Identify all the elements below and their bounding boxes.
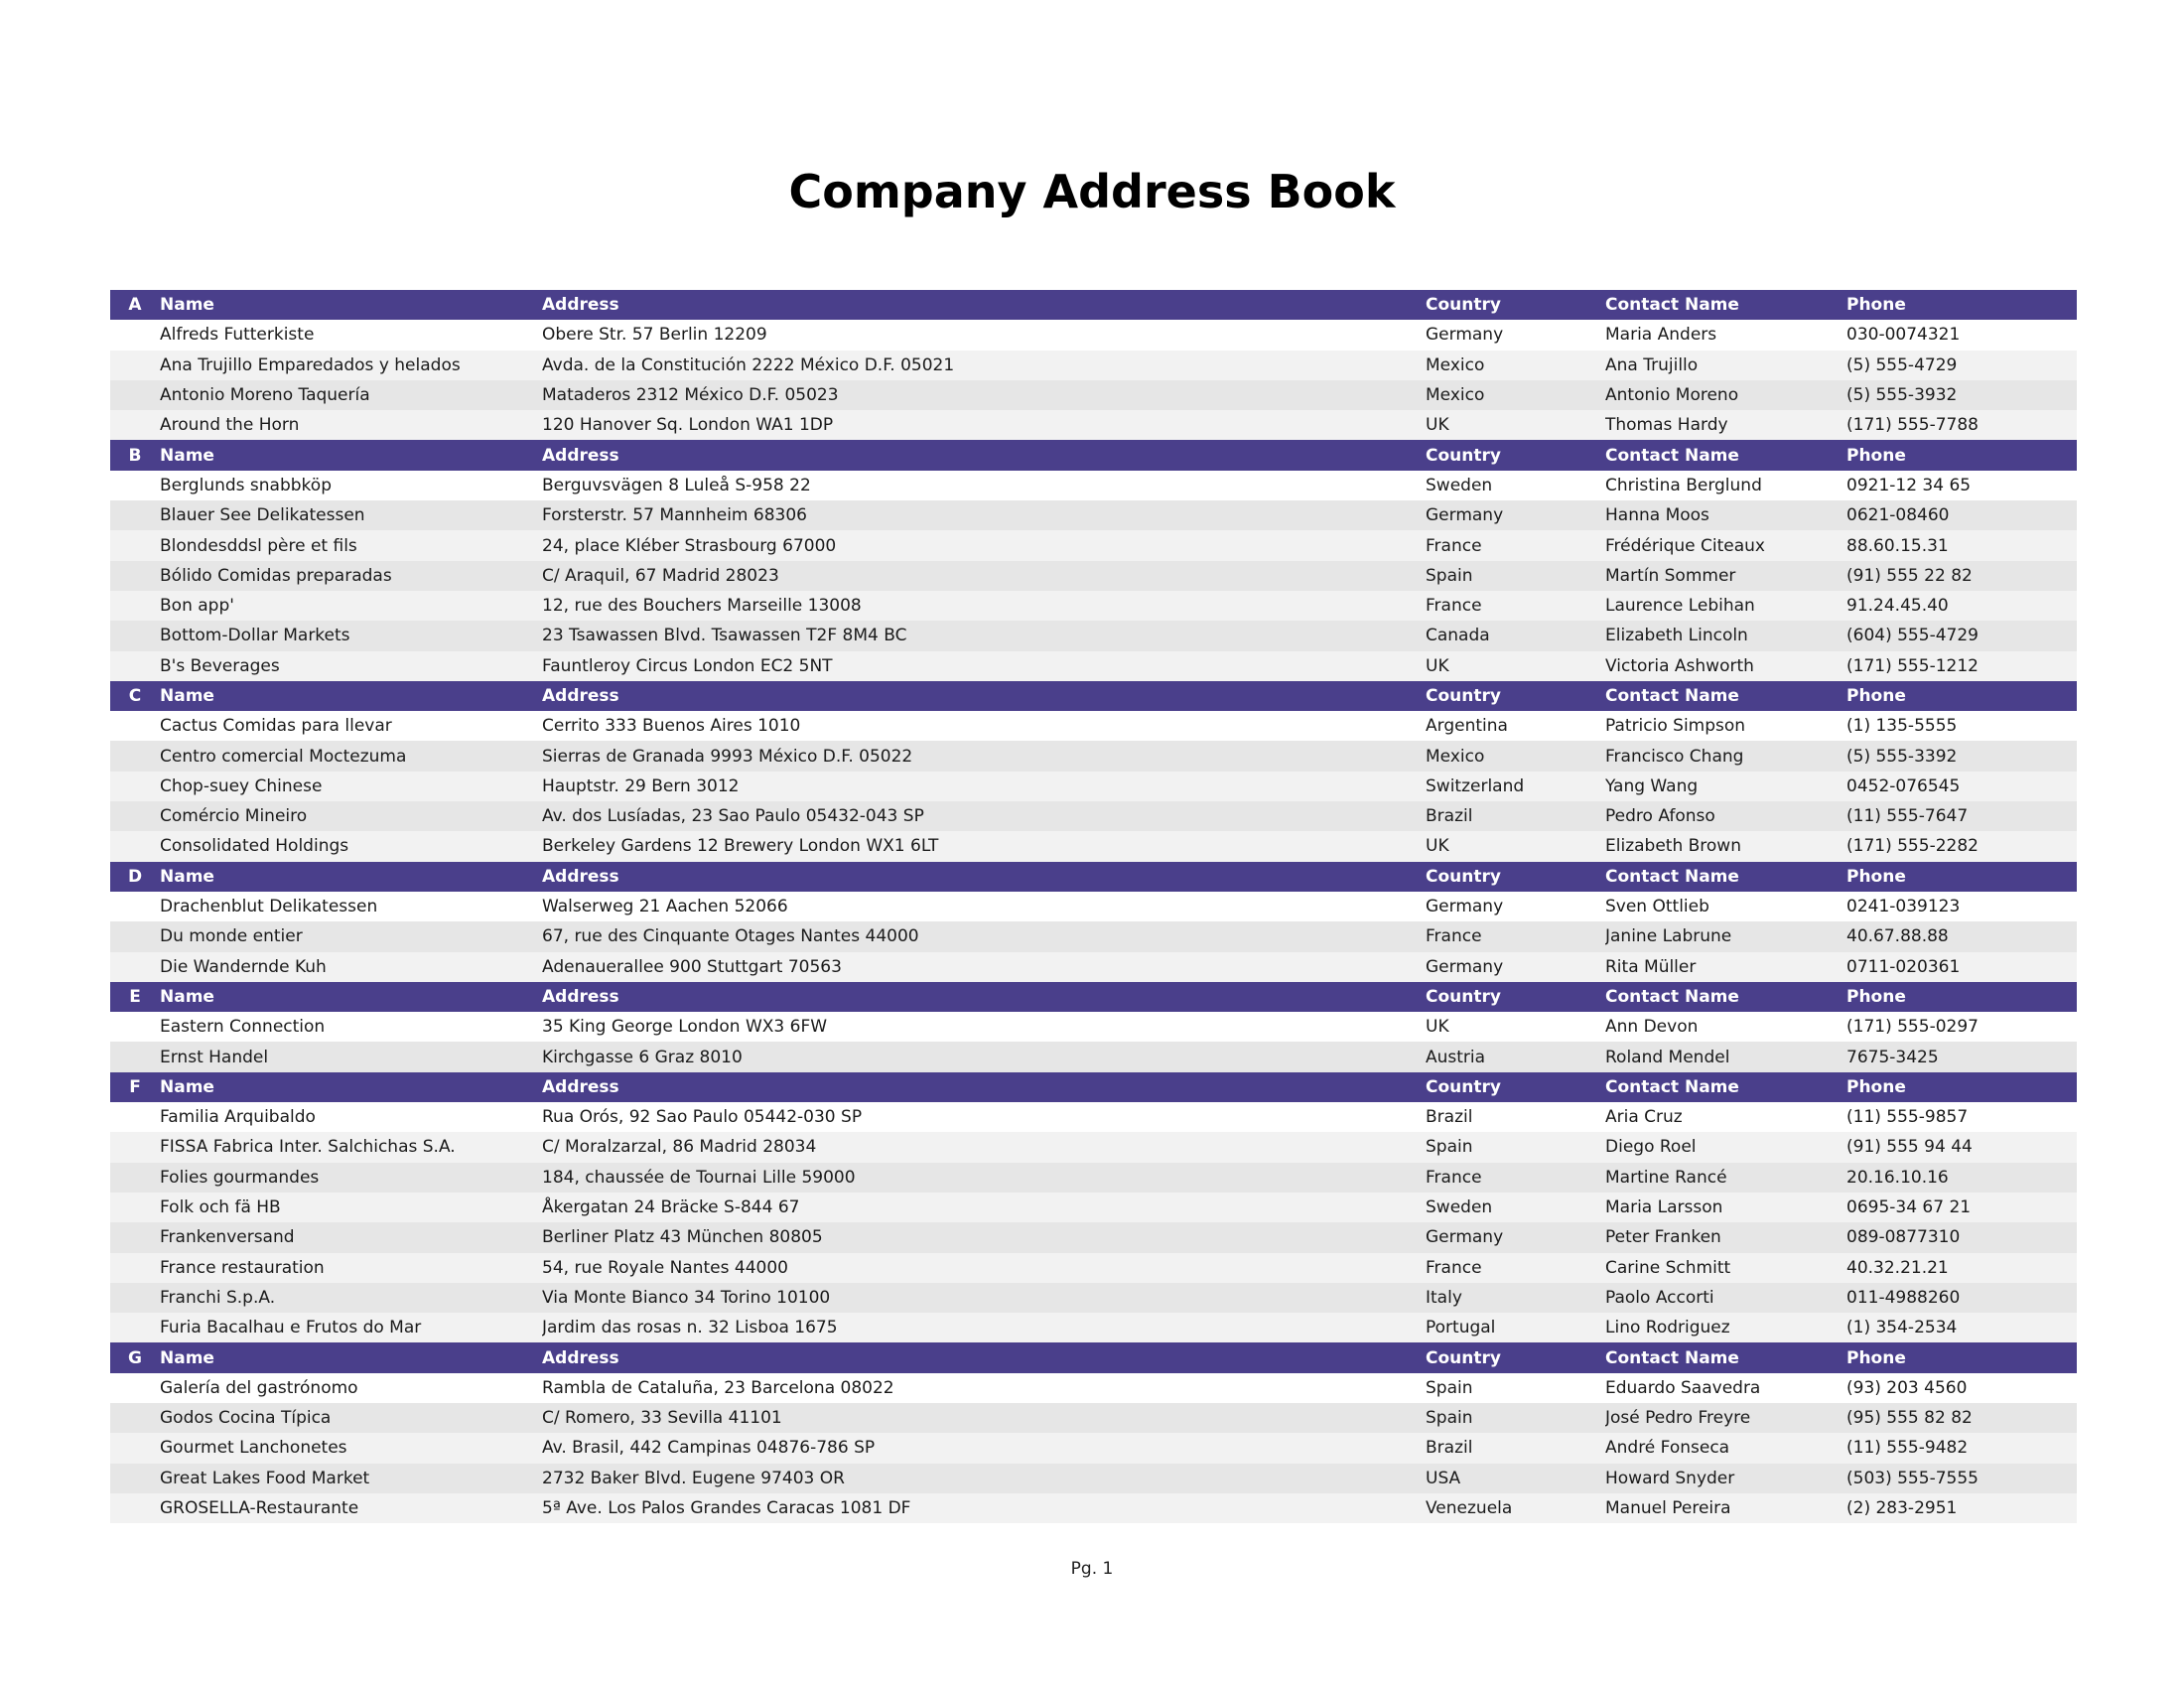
cell-phone: (171) 555-7788 xyxy=(1846,410,2077,440)
column-header-contact: Contact Name xyxy=(1605,1072,1846,1102)
cell-contact: Patricio Simpson xyxy=(1605,711,1846,741)
cell-name: Drachenblut Delikatessen xyxy=(160,892,542,921)
cell-contact: Francisco Chang xyxy=(1605,741,1846,771)
column-header-address: Address xyxy=(542,1342,1426,1372)
row-indent-cell xyxy=(110,621,160,650)
cell-country: Italy xyxy=(1426,1283,1605,1313)
cell-name: Chop-suey Chinese xyxy=(160,772,542,801)
column-header-address: Address xyxy=(542,862,1426,892)
cell-name: Eastern Connection xyxy=(160,1012,542,1042)
cell-phone: (5) 555-3392 xyxy=(1846,741,2077,771)
cell-contact: Christina Berglund xyxy=(1605,471,1846,500)
cell-address: Avda. de la Constitución 2222 México D.F. 05021 xyxy=(542,351,1426,380)
cell-address: C/ Romero, 33 Sevilla 41101 xyxy=(542,1403,1426,1433)
table-row xyxy=(110,1102,2077,1132)
column-header-country: Country xyxy=(1426,440,1605,470)
cell-contact: Elizabeth Brown xyxy=(1605,831,1846,861)
cell-name: Franchi S.p.A. xyxy=(160,1283,542,1313)
cell-contact: Janine Labrune xyxy=(1605,921,1846,951)
table-row xyxy=(110,921,2077,951)
cell-contact: Martine Rancé xyxy=(1605,1163,1846,1193)
cell-name: Blauer See Delikatessen xyxy=(160,500,542,530)
table-row xyxy=(110,1132,2077,1162)
table-row xyxy=(110,1313,2077,1342)
column-header-name: Name xyxy=(160,290,542,320)
column-header-country: Country xyxy=(1426,1072,1605,1102)
cell-contact: Victoria Ashworth xyxy=(1605,651,1846,681)
table-row xyxy=(110,831,2077,861)
group-header-row xyxy=(110,1342,2077,1372)
cell-name: Bottom-Dollar Markets xyxy=(160,621,542,650)
cell-country: Spain xyxy=(1426,1403,1605,1433)
cell-contact: Frédérique Citeaux xyxy=(1605,530,1846,560)
cell-name: Great Lakes Food Market xyxy=(160,1464,542,1493)
cell-address: Rambla de Cataluña, 23 Barcelona 08022 xyxy=(542,1373,1426,1403)
cell-country: Germany xyxy=(1426,1222,1605,1252)
cell-name: France restauration xyxy=(160,1253,542,1283)
column-header-country: Country xyxy=(1426,1342,1605,1372)
row-indent-cell xyxy=(110,892,160,921)
page-title: Company Address Book xyxy=(788,165,1396,218)
cell-contact: Martín Sommer xyxy=(1605,561,1846,591)
cell-country: Spain xyxy=(1426,1373,1605,1403)
cell-contact: Yang Wang xyxy=(1605,772,1846,801)
table-row xyxy=(110,500,2077,530)
cell-contact: Lino Rodriguez xyxy=(1605,1313,1846,1342)
cell-contact: Sven Ottlieb xyxy=(1605,892,1846,921)
table-row xyxy=(110,320,2077,350)
cell-phone: (171) 555-1212 xyxy=(1846,651,2077,681)
table-row xyxy=(110,1464,2077,1493)
cell-contact: André Fonseca xyxy=(1605,1433,1846,1463)
cell-country: Germany xyxy=(1426,320,1605,350)
column-header-name: Name xyxy=(160,681,542,711)
group-header-row xyxy=(110,290,2077,320)
table-row xyxy=(110,530,2077,560)
cell-country: France xyxy=(1426,1163,1605,1193)
column-header-phone: Phone xyxy=(1846,1342,2077,1372)
cell-address: Obere Str. 57 Berlin 12209 xyxy=(542,320,1426,350)
table-row xyxy=(110,892,2077,921)
cell-country: Germany xyxy=(1426,892,1605,921)
row-indent-cell xyxy=(110,1163,160,1193)
cell-contact: Laurence Lebihan xyxy=(1605,591,1846,621)
cell-country: France xyxy=(1426,1253,1605,1283)
column-header-address: Address xyxy=(542,681,1426,711)
group-letter: F xyxy=(110,1072,160,1102)
cell-phone: (1) 135-5555 xyxy=(1846,711,2077,741)
cell-name: Centro comercial Moctezuma xyxy=(160,741,542,771)
cell-phone: (93) 203 4560 xyxy=(1846,1373,2077,1403)
cell-address: 67, rue des Cinquante Otages Nantes 44000 xyxy=(542,921,1426,951)
cell-phone: (11) 555-9857 xyxy=(1846,1102,2077,1132)
column-header-phone: Phone xyxy=(1846,982,2077,1012)
cell-address: C/ Moralzarzal, 86 Madrid 28034 xyxy=(542,1132,1426,1162)
group-letter: D xyxy=(110,862,160,892)
row-indent-cell xyxy=(110,351,160,380)
cell-phone: 7675-3425 xyxy=(1846,1042,2077,1071)
cell-contact: Ana Trujillo xyxy=(1605,351,1846,380)
row-indent-cell xyxy=(110,530,160,560)
cell-country: France xyxy=(1426,530,1605,560)
row-indent-cell xyxy=(110,561,160,591)
column-header-phone: Phone xyxy=(1846,1072,2077,1102)
cell-name: Berglunds snabbköp xyxy=(160,471,542,500)
cell-address: 120 Hanover Sq. London WA1 1DP xyxy=(542,410,1426,440)
cell-phone: 089-0877310 xyxy=(1846,1222,2077,1252)
row-indent-cell xyxy=(110,500,160,530)
cell-country: Argentina xyxy=(1426,711,1605,741)
cell-address: Av. dos Lusíadas, 23 Sao Paulo 05432-043 SP xyxy=(542,801,1426,831)
cell-name: GROSELLA-Restaurante xyxy=(160,1493,542,1523)
cell-country: UK xyxy=(1426,1012,1605,1042)
cell-country: Austria xyxy=(1426,1042,1605,1071)
cell-address: 54, rue Royale Nantes 44000 xyxy=(542,1253,1426,1283)
cell-phone: (95) 555 82 82 xyxy=(1846,1403,2077,1433)
cell-name: Folies gourmandes xyxy=(160,1163,542,1193)
cell-address: Åkergatan 24 Bräcke S-844 67 xyxy=(542,1193,1426,1222)
group-header-row xyxy=(110,862,2077,892)
cell-name: Antonio Moreno Taquería xyxy=(160,380,542,410)
group-letter: C xyxy=(110,681,160,711)
group-letter: B xyxy=(110,440,160,470)
column-header-contact: Contact Name xyxy=(1605,440,1846,470)
cell-address: 5ª Ave. Los Palos Grandes Caracas 1081 DF xyxy=(542,1493,1426,1523)
cell-phone: 0711-020361 xyxy=(1846,952,2077,982)
cell-country: France xyxy=(1426,921,1605,951)
cell-phone: 0621-08460 xyxy=(1846,500,2077,530)
row-indent-cell xyxy=(110,1464,160,1493)
page-number: Pg. 1 xyxy=(1070,1559,1114,1579)
cell-phone: 40.32.21.21 xyxy=(1846,1253,2077,1283)
table-row xyxy=(110,1283,2077,1313)
cell-address: Kirchgasse 6 Graz 8010 xyxy=(542,1042,1426,1071)
column-header-address: Address xyxy=(542,982,1426,1012)
cell-phone: 0241-039123 xyxy=(1846,892,2077,921)
row-indent-cell xyxy=(110,1433,160,1463)
table-row xyxy=(110,772,2077,801)
cell-phone: 88.60.15.31 xyxy=(1846,530,2077,560)
cell-address: Rua Orós, 92 Sao Paulo 05442-030 SP xyxy=(542,1102,1426,1132)
group-header-row xyxy=(110,982,2077,1012)
row-indent-cell xyxy=(110,1193,160,1222)
cell-country: Portugal xyxy=(1426,1313,1605,1342)
cell-phone: 20.16.10.16 xyxy=(1846,1163,2077,1193)
row-indent-cell xyxy=(110,1493,160,1523)
cell-country: Venezuela xyxy=(1426,1493,1605,1523)
table-row xyxy=(110,380,2077,410)
column-header-phone: Phone xyxy=(1846,440,2077,470)
row-indent-cell xyxy=(110,1132,160,1162)
cell-address: Jardim das rosas n. 32 Lisboa 1675 xyxy=(542,1313,1426,1342)
column-header-name: Name xyxy=(160,982,542,1012)
table-row xyxy=(110,1493,2077,1523)
cell-name: Frankenversand xyxy=(160,1222,542,1252)
cell-address: Via Monte Bianco 34 Torino 10100 xyxy=(542,1283,1426,1313)
cell-contact: Howard Snyder xyxy=(1605,1464,1846,1493)
cell-name: Blondesddsl père et fils xyxy=(160,530,542,560)
cell-country: Switzerland xyxy=(1426,772,1605,801)
cell-country: Germany xyxy=(1426,500,1605,530)
cell-phone: (604) 555-4729 xyxy=(1846,621,2077,650)
cell-address: Av. Brasil, 442 Campinas 04876-786 SP xyxy=(542,1433,1426,1463)
cell-contact: Peter Franken xyxy=(1605,1222,1846,1252)
cell-name: Galería del gastrónomo xyxy=(160,1373,542,1403)
cell-country: Brazil xyxy=(1426,1433,1605,1463)
cell-country: Mexico xyxy=(1426,741,1605,771)
row-indent-cell xyxy=(110,831,160,861)
row-indent-cell xyxy=(110,651,160,681)
cell-country: Brazil xyxy=(1426,1102,1605,1132)
group-header-row xyxy=(110,681,2077,711)
cell-name: Gourmet Lanchonetes xyxy=(160,1433,542,1463)
cell-name: Alfreds Futterkiste xyxy=(160,320,542,350)
table-row xyxy=(110,591,2077,621)
cell-contact: Manuel Pereira xyxy=(1605,1493,1846,1523)
cell-contact: Carine Schmitt xyxy=(1605,1253,1846,1283)
cell-country: UK xyxy=(1426,410,1605,440)
cell-country: Sweden xyxy=(1426,471,1605,500)
cell-phone: 40.67.88.88 xyxy=(1846,921,2077,951)
cell-address: C/ Araquil, 67 Madrid 28023 xyxy=(542,561,1426,591)
column-header-name: Name xyxy=(160,1072,542,1102)
cell-country: Germany xyxy=(1426,952,1605,982)
row-indent-cell xyxy=(110,1313,160,1342)
column-header-country: Country xyxy=(1426,681,1605,711)
row-indent-cell xyxy=(110,1222,160,1252)
cell-contact: Aria Cruz xyxy=(1605,1102,1846,1132)
cell-phone: 0921-12 34 65 xyxy=(1846,471,2077,500)
group-letter: G xyxy=(110,1342,160,1372)
cell-address: Adenauerallee 900 Stuttgart 70563 xyxy=(542,952,1426,982)
cell-name: Ernst Handel xyxy=(160,1042,542,1071)
cell-country: Brazil xyxy=(1426,801,1605,831)
column-header-phone: Phone xyxy=(1846,290,2077,320)
row-indent-cell xyxy=(110,1283,160,1313)
cell-country: Spain xyxy=(1426,1132,1605,1162)
row-indent-cell xyxy=(110,801,160,831)
row-indent-cell xyxy=(110,1403,160,1433)
column-header-contact: Contact Name xyxy=(1605,290,1846,320)
cell-address: 184, chaussée de Tournai Lille 59000 xyxy=(542,1163,1426,1193)
group-letter: A xyxy=(110,290,160,320)
cell-contact: Hanna Moos xyxy=(1605,500,1846,530)
row-indent-cell xyxy=(110,711,160,741)
cell-country: Mexico xyxy=(1426,351,1605,380)
group-header-row xyxy=(110,440,2077,470)
column-header-country: Country xyxy=(1426,862,1605,892)
cell-contact: Antonio Moreno xyxy=(1605,380,1846,410)
table-row xyxy=(110,471,2077,500)
cell-phone: 030-0074321 xyxy=(1846,320,2077,350)
cell-country: Spain xyxy=(1426,561,1605,591)
cell-country: UK xyxy=(1426,831,1605,861)
cell-contact: Rita Müller xyxy=(1605,952,1846,982)
cell-address: Walserweg 21 Aachen 52066 xyxy=(542,892,1426,921)
table-row xyxy=(110,1403,2077,1433)
column-header-address: Address xyxy=(542,290,1426,320)
cell-contact: Ann Devon xyxy=(1605,1012,1846,1042)
row-indent-cell xyxy=(110,741,160,771)
cell-contact: Pedro Afonso xyxy=(1605,801,1846,831)
row-indent-cell xyxy=(110,320,160,350)
cell-country: Canada xyxy=(1426,621,1605,650)
cell-name: Folk och fä HB xyxy=(160,1193,542,1222)
table-row xyxy=(110,1042,2077,1071)
cell-name: Godos Cocina Típica xyxy=(160,1403,542,1433)
cell-address: 23 Tsawassen Blvd. Tsawassen T2F 8M4 BC xyxy=(542,621,1426,650)
cell-contact: José Pedro Freyre xyxy=(1605,1403,1846,1433)
cell-phone: (91) 555 22 82 xyxy=(1846,561,2077,591)
row-indent-cell xyxy=(110,1042,160,1071)
table-row xyxy=(110,1193,2077,1222)
cell-contact: Maria Larsson xyxy=(1605,1193,1846,1222)
cell-country: Mexico xyxy=(1426,380,1605,410)
row-indent-cell xyxy=(110,952,160,982)
table-row xyxy=(110,651,2077,681)
cell-name: Ana Trujillo Emparedados y helados xyxy=(160,351,542,380)
table-row xyxy=(110,561,2077,591)
cell-name: Around the Horn xyxy=(160,410,542,440)
cell-address: 12, rue des Bouchers Marseille 13008 xyxy=(542,591,1426,621)
cell-phone: (5) 555-4729 xyxy=(1846,351,2077,380)
cell-phone: 0695-34 67 21 xyxy=(1846,1193,2077,1222)
cell-contact: Elizabeth Lincoln xyxy=(1605,621,1846,650)
column-header-country: Country xyxy=(1426,290,1605,320)
cell-phone: (11) 555-7647 xyxy=(1846,801,2077,831)
column-header-name: Name xyxy=(160,862,542,892)
cell-phone: (503) 555-7555 xyxy=(1846,1464,2077,1493)
cell-phone: 0452-076545 xyxy=(1846,772,2077,801)
cell-contact: Thomas Hardy xyxy=(1605,410,1846,440)
cell-country: USA xyxy=(1426,1464,1605,1493)
cell-country: France xyxy=(1426,591,1605,621)
row-indent-cell xyxy=(110,410,160,440)
column-header-phone: Phone xyxy=(1846,681,2077,711)
cell-address: 24, place Kléber Strasbourg 67000 xyxy=(542,530,1426,560)
row-indent-cell xyxy=(110,921,160,951)
cell-phone: 91.24.45.40 xyxy=(1846,591,2077,621)
cell-phone: (171) 555-2282 xyxy=(1846,831,2077,861)
cell-contact: Diego Roel xyxy=(1605,1132,1846,1162)
cell-address: Cerrito 333 Buenos Aires 1010 xyxy=(542,711,1426,741)
group-header-row xyxy=(110,1072,2077,1102)
cell-address: Fauntleroy Circus London EC2 5NT xyxy=(542,651,1426,681)
cell-phone: (91) 555 94 44 xyxy=(1846,1132,2077,1162)
column-header-contact: Contact Name xyxy=(1605,1342,1846,1372)
table-row xyxy=(110,1433,2077,1463)
cell-phone: (5) 555-3932 xyxy=(1846,380,2077,410)
cell-phone: (11) 555-9482 xyxy=(1846,1433,2077,1463)
column-header-phone: Phone xyxy=(1846,862,2077,892)
cell-contact: Roland Mendel xyxy=(1605,1042,1846,1071)
cell-name: B's Beverages xyxy=(160,651,542,681)
cell-address: 2732 Baker Blvd. Eugene 97403 OR xyxy=(542,1464,1426,1493)
column-header-name: Name xyxy=(160,1342,542,1372)
table-row xyxy=(110,351,2077,380)
cell-phone: (2) 283-2951 xyxy=(1846,1493,2077,1523)
cell-address: Berliner Platz 43 München 80805 xyxy=(542,1222,1426,1252)
cell-name: Comércio Mineiro xyxy=(160,801,542,831)
row-indent-cell xyxy=(110,772,160,801)
cell-address: Sierras de Granada 9993 México D.F. 05022 xyxy=(542,741,1426,771)
column-header-address: Address xyxy=(542,1072,1426,1102)
column-header-contact: Contact Name xyxy=(1605,681,1846,711)
cell-contact: Maria Anders xyxy=(1605,320,1846,350)
cell-name: Bon app' xyxy=(160,591,542,621)
cell-country: Sweden xyxy=(1426,1193,1605,1222)
column-header-contact: Contact Name xyxy=(1605,862,1846,892)
row-indent-cell xyxy=(110,1102,160,1132)
table-row xyxy=(110,952,2077,982)
table-row xyxy=(110,1012,2077,1042)
table-row xyxy=(110,1253,2077,1283)
table-row xyxy=(110,621,2077,650)
cell-address: Berkeley Gardens 12 Brewery London WX1 6LT xyxy=(542,831,1426,861)
cell-address: 35 King George London WX3 6FW xyxy=(542,1012,1426,1042)
cell-address: Hauptstr. 29 Bern 3012 xyxy=(542,772,1426,801)
cell-name: FISSA Fabrica Inter. Salchichas S.A. xyxy=(160,1132,542,1162)
row-indent-cell xyxy=(110,1373,160,1403)
table-row xyxy=(110,410,2077,440)
table-row xyxy=(110,801,2077,831)
cell-name: Furia Bacalhau e Frutos do Mar xyxy=(160,1313,542,1342)
cell-name: Bólido Comidas preparadas xyxy=(160,561,542,591)
table-row xyxy=(110,1163,2077,1193)
cell-phone: (1) 354-2534 xyxy=(1846,1313,2077,1342)
cell-name: Die Wandernde Kuh xyxy=(160,952,542,982)
cell-address: Mataderos 2312 México D.F. 05023 xyxy=(542,380,1426,410)
table-row xyxy=(110,711,2077,741)
cell-name: Consolidated Holdings xyxy=(160,831,542,861)
cell-phone: 011-4988260 xyxy=(1846,1283,2077,1313)
table-row xyxy=(110,741,2077,771)
cell-address: Forsterstr. 57 Mannheim 68306 xyxy=(542,500,1426,530)
row-indent-cell xyxy=(110,1012,160,1042)
column-header-name: Name xyxy=(160,440,542,470)
cell-name: Familia Arquibaldo xyxy=(160,1102,542,1132)
column-header-country: Country xyxy=(1426,982,1605,1012)
cell-contact: Paolo Accorti xyxy=(1605,1283,1846,1313)
column-header-address: Address xyxy=(542,440,1426,470)
address-book-table xyxy=(110,290,2077,1523)
row-indent-cell xyxy=(110,380,160,410)
group-letter: E xyxy=(110,982,160,1012)
cell-name: Du monde entier xyxy=(160,921,542,951)
row-indent-cell xyxy=(110,1253,160,1283)
cell-contact: Eduardo Saavedra xyxy=(1605,1373,1846,1403)
row-indent-cell xyxy=(110,591,160,621)
cell-country: UK xyxy=(1426,651,1605,681)
cell-name: Cactus Comidas para llevar xyxy=(160,711,542,741)
table-row xyxy=(110,1373,2077,1403)
cell-address: Berguvsvägen 8 Luleå S-958 22 xyxy=(542,471,1426,500)
row-indent-cell xyxy=(110,471,160,500)
column-header-contact: Contact Name xyxy=(1605,982,1846,1012)
cell-phone: (171) 555-0297 xyxy=(1846,1012,2077,1042)
table-row xyxy=(110,1222,2077,1252)
